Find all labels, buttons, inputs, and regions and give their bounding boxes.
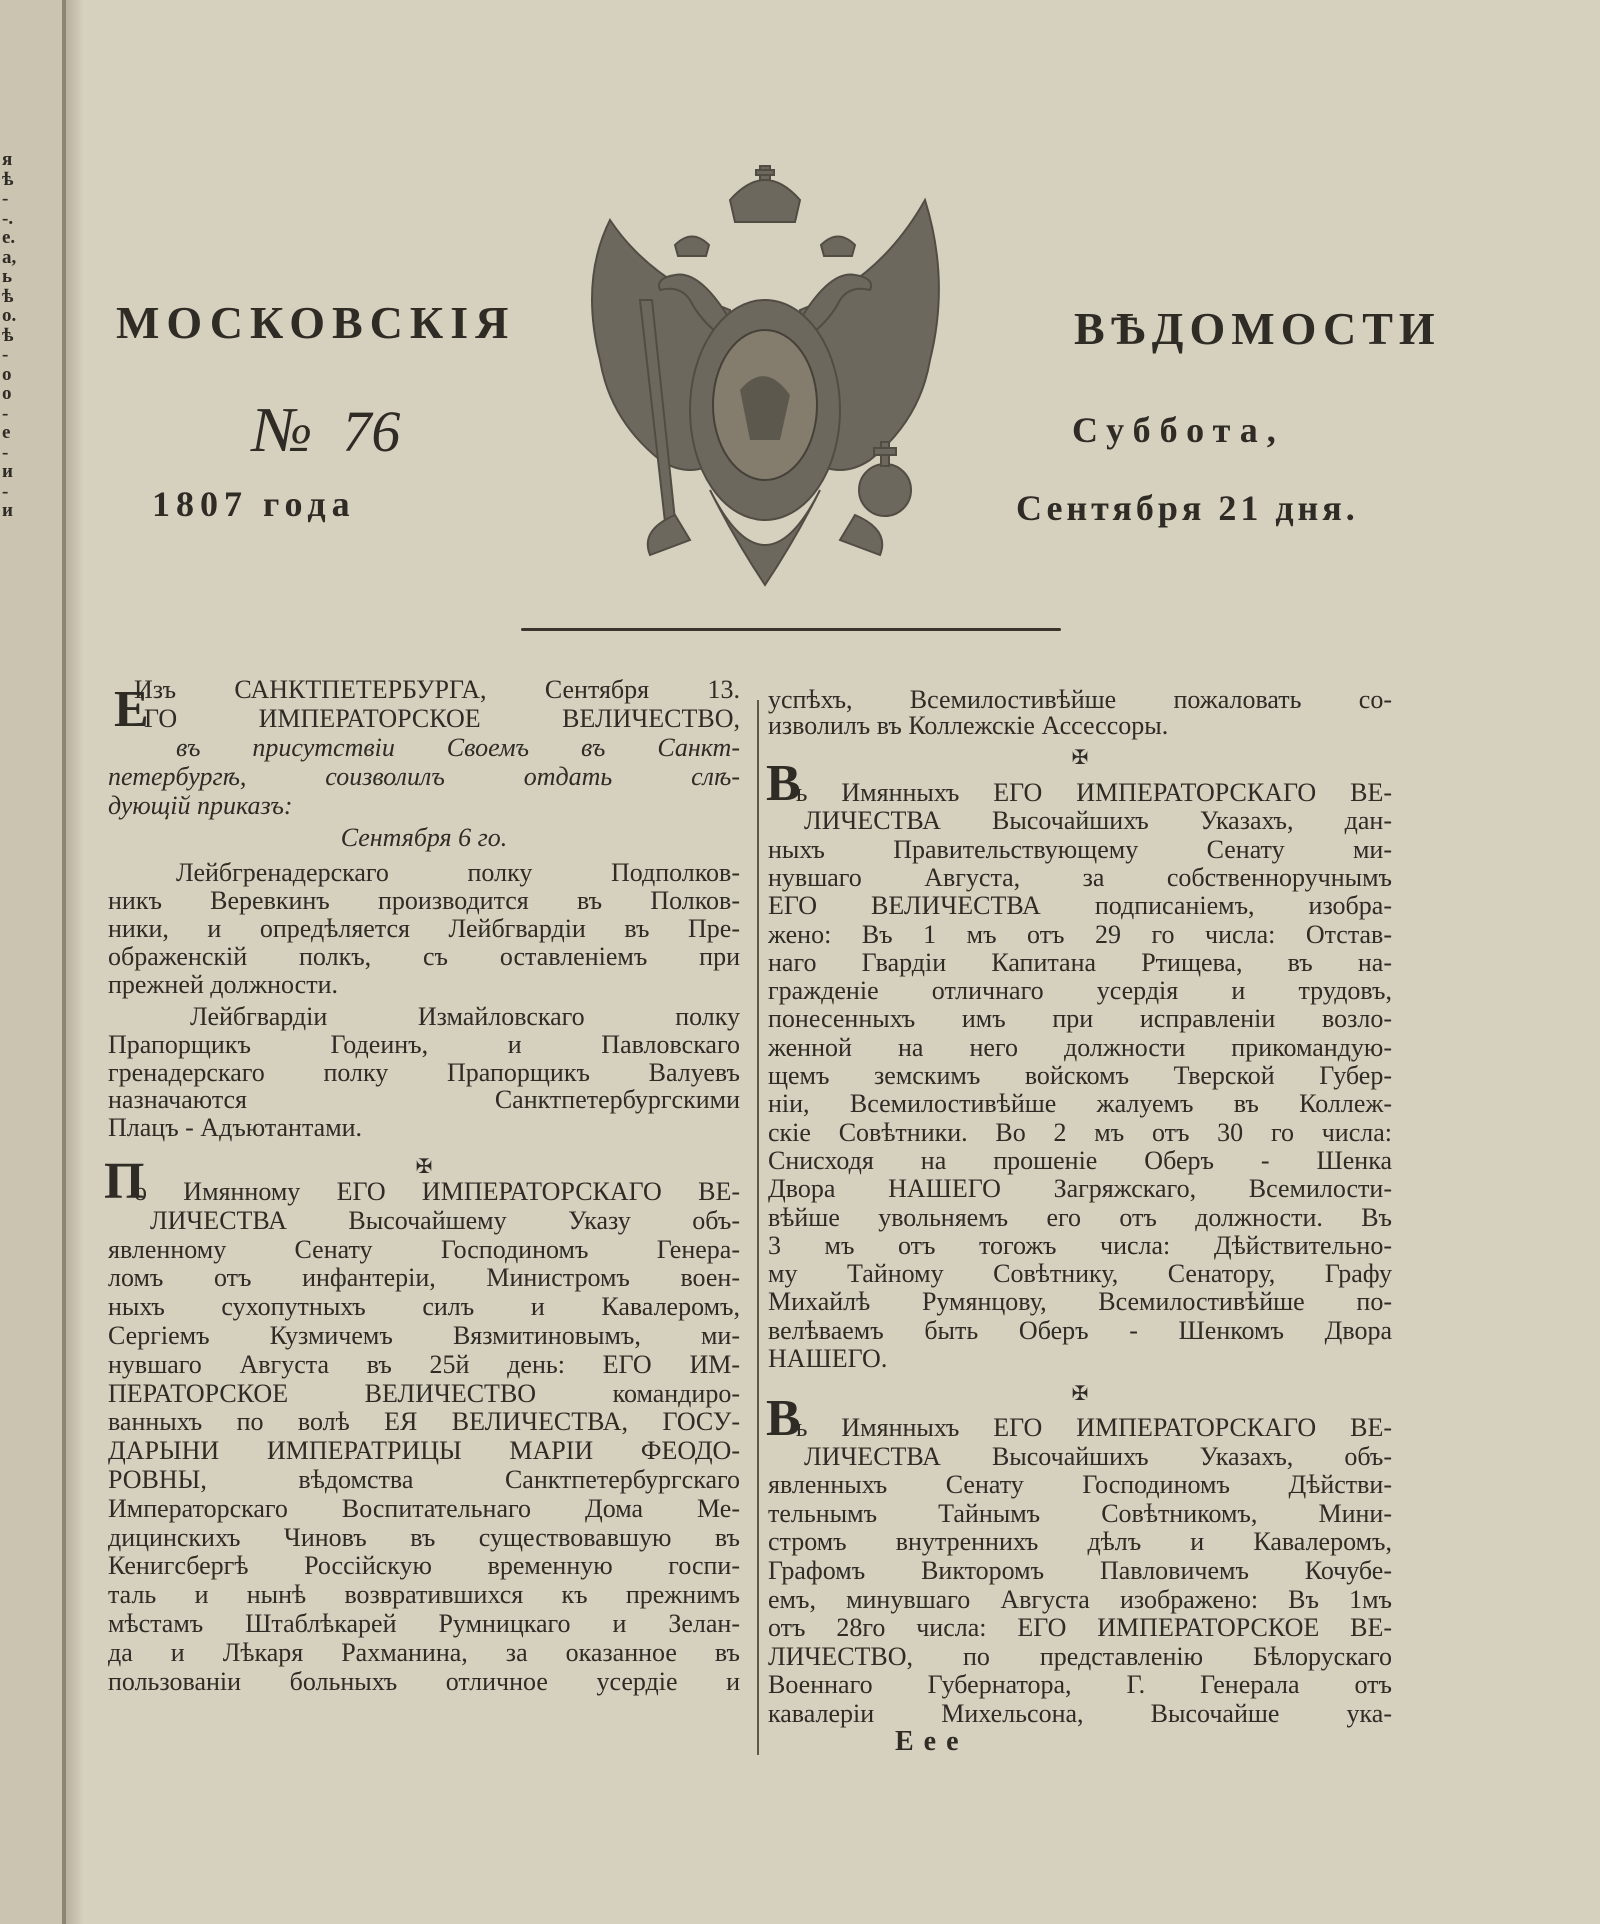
text-line: Двора НАШЕГО Загряжскаго, Всемилости-	[768, 1174, 1392, 1204]
drop-cap-initial: П	[104, 1153, 145, 1210]
text-line: ныхъ сухопутныхъ силъ и Кавалеромъ,	[108, 1292, 740, 1322]
issue-number-value: 76	[342, 399, 401, 464]
previous-page-fragment: е.	[2, 227, 16, 248]
number-sign: №	[252, 394, 313, 465]
masthead-title-left: МОСКОВСКІЯ	[116, 297, 516, 348]
text-line: явленныхъ Сенату Господиномъ Дѣйстви-	[768, 1470, 1392, 1500]
previous-page-fragment: ѣ	[2, 324, 14, 346]
ornament-icon: ✠	[1071, 747, 1089, 769]
text-line: Императорскаго Воспитательнаго Дома Ме-	[108, 1493, 740, 1523]
text-line: скіе Совѣтники. Во 2 мъ отъ 30 го числа:	[768, 1117, 1392, 1147]
previous-page-fragment: -	[2, 441, 9, 463]
text-line: ніи, Всемилостивѣйше жалуемъ въ Коллеж-	[768, 1089, 1392, 1119]
previous-page-fragment: а,	[2, 246, 17, 268]
text-line: 3 мъ отъ тогожъ числа: Дѣйствительно-	[768, 1230, 1392, 1260]
previous-page-fragment: о.	[2, 305, 17, 326]
masthead-title-right: ВѢДОМОСТИ	[1074, 303, 1441, 354]
ornament-icon: ✠	[1071, 1383, 1089, 1405]
text-line: таль и нынѣ возвратившихся къ прежнимъ	[108, 1580, 740, 1610]
issue-date: Сентября 21 дня.	[1016, 488, 1359, 528]
text-line: петербургѣ, соизволилъ отдать слѣ-	[108, 762, 740, 791]
text-line: Сергіемъ Кузмичемъ Вязмитиновымъ, ми-	[108, 1321, 740, 1350]
text-line: явленному Сенату Господиномъ Генера-	[108, 1234, 740, 1264]
text-line: никъ Веревкинъ производится въ Полков-	[108, 886, 740, 915]
text-line: ДАРЫНИ ИМПЕРАТРИЦЫ МАРІИ ФЕОДО-	[108, 1436, 740, 1466]
page-fold-shadow	[66, 0, 84, 1924]
previous-page-fragment: ѣ	[2, 285, 14, 307]
previous-page-fragment: и	[2, 500, 13, 521]
right-column	[768, 0, 1392, 1924]
text-line: гренадерскаго полку Прапорщикъ Валуевъ	[108, 1057, 740, 1087]
text-line: ники, и опредѣляется Лейбгвардіи въ Пре-	[108, 914, 740, 943]
previous-page-fragment: -	[2, 188, 9, 209]
text-line: ПЕРАТОРСКОЕ ВЕЛИЧЕСТВО командиро-	[108, 1378, 740, 1408]
column-divider	[757, 700, 759, 1755]
text-line: да и Лѣкаря Рахманина, за оказанное въ	[108, 1637, 740, 1667]
text-line: наго Гвардіи Капитана Ртищева, въ на-	[768, 947, 1392, 977]
text-line: ъ Имянныхъ ЕГО ИМПЕРАТОРСКАГО ВЕ-	[794, 778, 1392, 807]
text-line: ЕГО ВЕЛИЧЕСТВА подписаніемъ, изобра-	[768, 891, 1392, 921]
text-line: Изъ САНКТПЕТЕРБУРГА, Сентября 13.	[134, 675, 740, 704]
text-line: дицинскихъ Чиновъ въ существовавшую въ	[108, 1522, 740, 1552]
text-line: Сентября 6 го.	[340, 823, 508, 852]
text-line: ображенскій полкъ, съ оставленіемъ при	[108, 942, 740, 971]
drop-cap-initial: В	[766, 1390, 801, 1447]
text-line: му Тайному Совѣтнику, Сенатору, Графу	[768, 1259, 1392, 1289]
text-line: НАШЕГО.	[768, 1344, 888, 1373]
text-line: женной на него должности прикомандую-	[768, 1032, 1392, 1062]
previous-page-fragment: е	[2, 422, 11, 443]
text-line: ныхъ Правительствующему Сенату ми-	[768, 834, 1392, 864]
drop-cap-initial: В	[766, 755, 801, 812]
previous-page-fragment: -	[2, 480, 9, 502]
issue-year: 1807 года	[152, 484, 356, 524]
text-line: ъ Имянныхъ ЕГО ИМПЕРАТОРСКАГО ВЕ-	[794, 1413, 1392, 1442]
text-line: изволилъ въ Коллежскіе Ассессоры.	[768, 711, 1169, 740]
text-line: Кенигсбергѣ Россійскую временную госпи-	[108, 1551, 740, 1581]
text-line: Прапорщикъ Годеинъ, и Павловскаго	[108, 1029, 740, 1059]
text-line: въ присутствіи Своемъ въ Санкт-	[176, 733, 740, 762]
text-line: жено: Въ 1 мъ отъ 29 го числа: Отстав-	[768, 919, 1392, 949]
text-line: понесенныхъ имъ при исправленіи возло-	[768, 1004, 1392, 1034]
drop-cap-initial: Е	[114, 681, 149, 738]
text-line: ЛИЧЕСТВО, по представленію Бѣлорускаго	[768, 1641, 1392, 1671]
text-line: стромъ внутреннихъ дѣлъ и Кавалеромъ,	[768, 1527, 1392, 1557]
text-line: гражденіе отличнаго усердія и трудовъ,	[768, 976, 1392, 1006]
text-line: ЛИЧЕСТВА Высочайшихъ Указахъ, дан-	[804, 806, 1392, 836]
text-line: Снисходя на прошеніе Оберъ - Шенка	[768, 1145, 1392, 1175]
text-line: ванныхъ по волѣ ЕЯ ВЕЛИЧЕСТВА, ГОСУ-	[108, 1407, 740, 1437]
previous-page-fragment: -.	[2, 207, 14, 229]
text-line: ЛИЧЕСТВА Высочайшему Указу объ-	[150, 1205, 740, 1235]
text-line: РОВНЫ, вѣдомства Санктпетербургскаго	[108, 1465, 740, 1494]
ornament-icon: ✠	[415, 1156, 433, 1178]
signature-mark: Еее	[895, 1726, 969, 1757]
previous-page-fragment: о	[2, 363, 12, 385]
text-line: успѣхъ, Всемилостивѣйше пожаловать со-	[768, 685, 1392, 714]
previous-page-fragment: и	[2, 461, 13, 482]
text-line: Лейбгренадерскаго полку Подполков-	[176, 858, 740, 887]
text-line: тельнымъ Тайнымъ Совѣтникомъ, Мини-	[768, 1498, 1392, 1528]
previous-page-fragment: о	[2, 383, 12, 404]
text-line: вѣйше увольняемъ его отъ должности. Въ	[768, 1202, 1392, 1232]
issue-weekday: Суббота,	[1072, 410, 1285, 450]
text-line: велѣваемъ быть Оберъ - Шенкомъ Двора	[768, 1315, 1392, 1345]
text-line: назначаются Санктпетербургскими	[108, 1085, 740, 1115]
text-line: отъ 28го числа: ЕГО ИМПЕРАТОРСКОЕ ВЕ-	[768, 1613, 1392, 1643]
previous-page-fragment: ѣ	[2, 168, 14, 190]
text-line: Михайлѣ Румянцову, Всемилостивѣйше по-	[768, 1287, 1392, 1317]
previous-page-fragment: я	[2, 149, 13, 170]
text-line: Военнаго Губернатора, Г. Генерала отъ	[768, 1670, 1392, 1700]
text-line: прежней должности.	[108, 970, 338, 999]
previous-page-fragment: -	[2, 344, 9, 365]
text-line: ГО ИМПЕРАТОРСКОЕ ВЕЛИЧЕСТВО,	[144, 704, 740, 733]
text-line: дующій приказъ:	[108, 791, 293, 820]
text-line: мѣстамъ Штаблѣкарей Румницкаго и Зелан-	[108, 1609, 740, 1638]
text-line: ЛИЧЕСТВА Высочайшихъ Указахъ, объ-	[804, 1441, 1392, 1471]
text-line: Лейбгвардіи Измайловскаго полку	[190, 1002, 740, 1031]
text-line: нувшаго Августа, за собственноручнымъ	[768, 862, 1392, 892]
text-line: щемъ земскимъ войскомъ Тверской Губер-	[768, 1061, 1392, 1090]
text-line: о Имянному ЕГО ИМПЕРАТОРСКАГО ВЕ-	[134, 1177, 740, 1206]
text-line: пользованіи больныхъ отличное усердіе и	[108, 1666, 740, 1696]
text-line: кавалеріи Михельсона, Высочайше ука-	[768, 1699, 1392, 1728]
text-line: нувшаго Августа въ 25й день: ЕГО ИМ-	[108, 1349, 740, 1379]
text-line: ломъ отъ инфантеріи, Министромъ воен-	[108, 1263, 740, 1293]
previous-page-fragment: ь	[2, 266, 13, 287]
text-line: Графомъ Викторомъ Павловичемъ Кочубе-	[768, 1556, 1392, 1585]
text-line: Плацъ - Адъютантами.	[108, 1113, 363, 1143]
text-line: емъ, минувшаго Августа изображено: Въ 1мъ	[768, 1584, 1392, 1614]
previous-page-fragment: -	[2, 402, 9, 424]
left-column	[104, 0, 740, 1924]
